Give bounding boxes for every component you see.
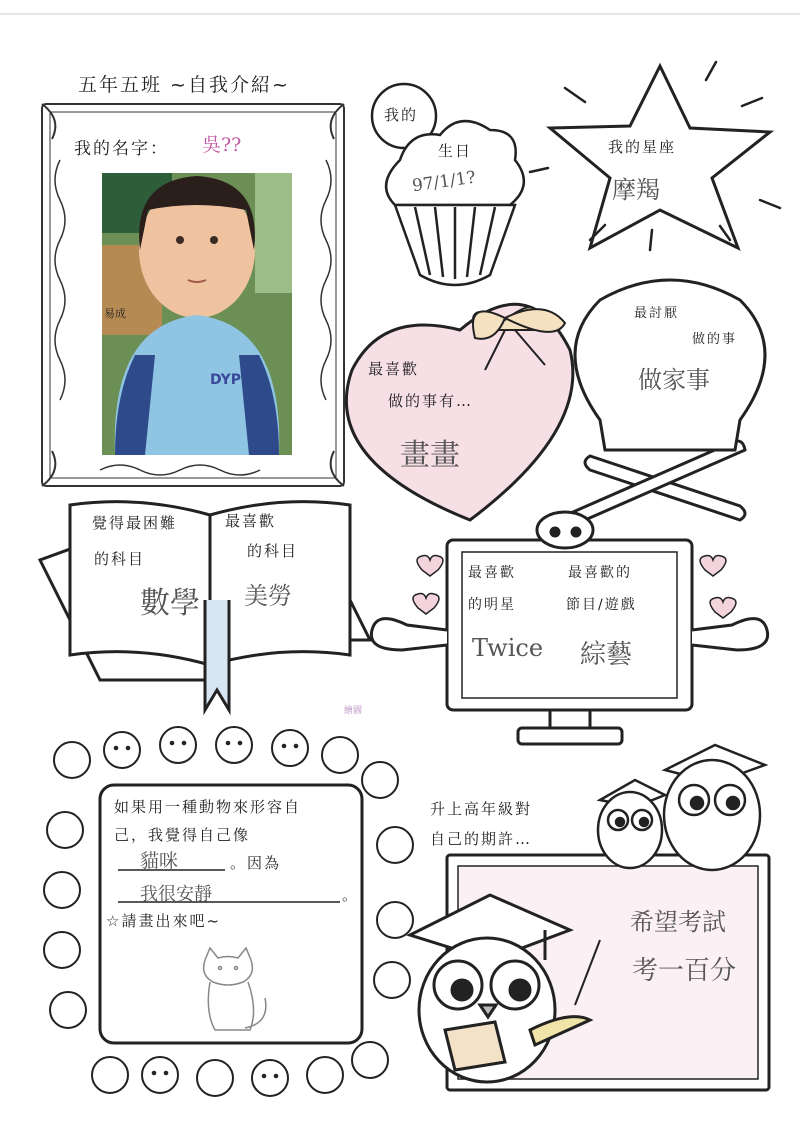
watermark-text: 繪圖	[344, 706, 363, 716]
hated-activity-label-1: 最討厭	[634, 306, 680, 321]
zodiac-value: 摩羯	[612, 176, 660, 204]
favorite-activity-value: 畫畫	[400, 438, 460, 473]
heart-graphic	[346, 304, 572, 520]
reason-value: 我很安靜	[140, 884, 212, 905]
favorite-show-label-2: 節目/遊戲	[566, 597, 637, 613]
kids-border	[44, 727, 413, 1096]
animal-value: 貓咪	[140, 850, 179, 872]
draw-prompt: ☆請畫出來吧~	[106, 912, 222, 930]
background-sign-text: 易成	[104, 307, 126, 320]
favorite-star-value: Twice	[472, 634, 544, 662]
favorite-activity-label-2: 做的事有…	[388, 392, 474, 410]
expectation-value-2: 考一百分	[632, 956, 737, 986]
animal-prompt-2: 己，我覺得自己像	[114, 826, 251, 844]
favorite-subject-label-1: 最喜歡	[225, 512, 277, 530]
page-title: 五年五班 ~自我介紹~	[78, 74, 290, 96]
birthday-value: 97/1/1?	[410, 167, 477, 197]
because-label: 。因為	[230, 854, 282, 872]
reason-period: 。	[342, 886, 360, 904]
birthday-label: 生日	[438, 142, 473, 160]
hardest-subject-label-2: 的科目	[94, 550, 146, 568]
star-graphic	[550, 66, 770, 248]
hated-activity-value: 做家事	[638, 366, 710, 394]
name-label: 我的名字：	[74, 139, 169, 159]
expectation-value-1: 希望考試	[630, 908, 726, 936]
favorite-star-label-1: 最喜歡	[468, 565, 516, 581]
shirt-logo-text: DYP	[210, 372, 242, 388]
expectation-prompt-1: 升上高年級對	[430, 800, 533, 818]
book-graphic	[40, 502, 370, 710]
favorite-activity-label-1: 最喜歡	[368, 360, 420, 378]
expectation-prompt-2: 自己的期許…	[430, 830, 533, 848]
favorite-show-label-1: 最喜歡的	[568, 565, 632, 581]
favorite-star-label-2: 的明星	[468, 597, 516, 613]
animal-prompt-1: 如果用一種動物來形容自	[114, 798, 302, 816]
birthday-label-top: 我的	[384, 106, 419, 124]
student-photo	[102, 173, 292, 455]
zodiac-label: 我的星座	[608, 138, 677, 156]
owl-pair	[598, 745, 765, 870]
favorite-subject-value: 美勞	[244, 582, 292, 610]
hardest-subject-value: 數學	[140, 586, 200, 621]
favorite-show-value: 綜藝	[580, 640, 633, 670]
hardest-subject-label-1: 覺得最困難	[92, 514, 178, 532]
tv-graphic	[371, 512, 767, 744]
favorite-subject-label-2: 的科目	[247, 542, 299, 560]
name-value: 吳??	[202, 134, 242, 156]
hated-activity-label-2: 做的事	[692, 332, 738, 347]
